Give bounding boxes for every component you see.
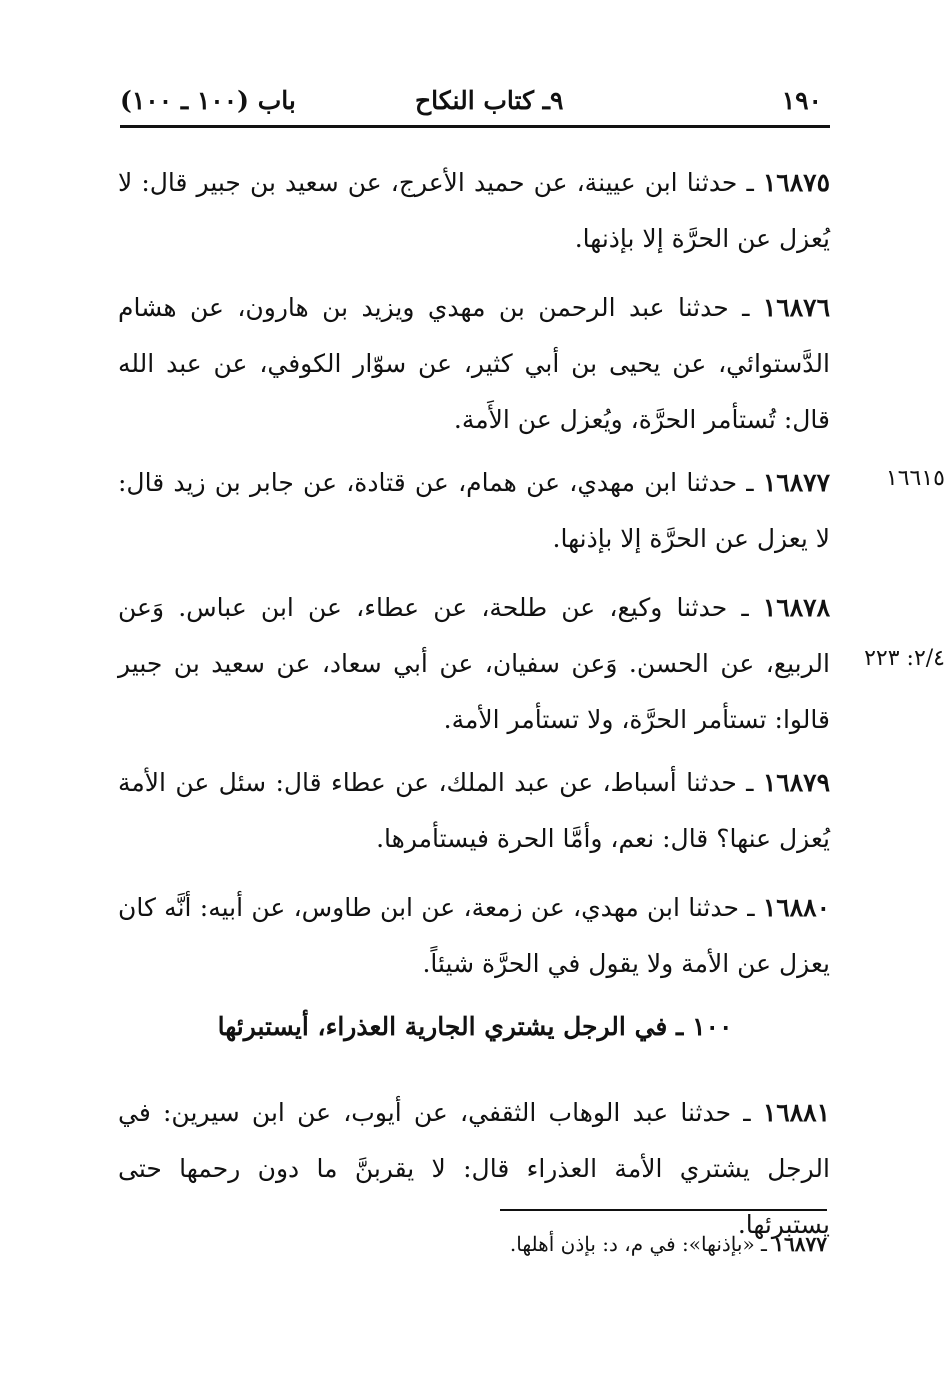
page-number: ١٩٠ <box>781 86 822 115</box>
margin-note-reference: ١٦٦١٥ <box>885 466 945 491</box>
entry-number: ١٦٨٧٧ <box>762 468 830 497</box>
footnote-rule <box>500 1209 827 1211</box>
entry-text: ـ حدثنا ابن عيينة، عن حميد الأعرج، عن سعيد بن جبير قال: لا يُعزل عن الحرَّة إلا بإذنها. <box>118 168 830 253</box>
entry-number: ١٦٨٨٠ <box>762 893 830 922</box>
entry-number: ١٦٨٨١ <box>762 1098 830 1127</box>
entry-number: ١٦٨٧٨ <box>762 593 831 622</box>
footnote-text: ـ «بإذنها»: في م، د: بإذن أهلها. <box>509 1232 767 1256</box>
chapter-range: باب (١٠٠ ـ ١٠٠) <box>120 86 296 115</box>
entry-text: ـ حدثنا عبد الوهاب الثقفي، عن أيوب، عن ابن سيرين: في الرجل يشتري الأمة العذراء قال: لا يقربنَّ ما دون رحمها حتى يستبرئها. <box>118 1098 830 1239</box>
entry-number: ١٦٨٧٥ <box>762 168 830 197</box>
entry-text: ـ حدثنا عبد الرحمن بن مهدي ويزيد بن هارون، عن هشام الدَّستوائي، عن يحيى بن أبي كثير، عن سوّار الكوفي، عن عبد الله قال: تُستأمر الحرَّة، ويُعزل عن الأَمة. <box>118 293 830 434</box>
entry-number: ١٦٨٧٦ <box>762 293 830 322</box>
hadith-entry-16879 <box>118 755 830 867</box>
page-header <box>120 86 830 126</box>
hadith-entry-16876 <box>118 280 830 448</box>
hadith-entry-16878 <box>118 580 830 748</box>
hadith-entry-16880 <box>118 880 830 992</box>
entry-text: ـ حدثنا ابن مهدي، عن زمعة، عن ابن طاوس، عن أبيه: أنَّه كان يعزل عن الأمة ولا يقول في الحرَّة شيئاً. <box>118 893 830 978</box>
entry-text: ـ حدثنا أسباط، عن عبد الملك، عن عطاء قال: سئل عن الأمة يُعزل عنها؟ قال: نعم، وأمَّا الحرة فيستأمرها. <box>118 768 830 853</box>
hadith-entry-16875 <box>118 155 830 267</box>
footnote <box>300 1232 827 1256</box>
book-title: ٩ـ كتاب النكاح <box>415 86 564 115</box>
entry-number: ١٦٨٧٩ <box>762 768 830 797</box>
section-title: ١٠٠ ـ في الرجل يشتري الجارية العذراء، أيستبرئها <box>217 1012 733 1041</box>
header-rule <box>120 125 830 128</box>
margin-note-reference: ٢/٤: ٢٢٣ <box>864 646 945 671</box>
hadith-entry-16881 <box>118 1085 830 1253</box>
entry-text: ـ حدثنا وكيع، عن طلحة، عن عطاء، عن ابن عباس. وَعن الربيع، عن الحسن. وَعن سفيان، عن أبي سعاد، عن سعيد بن جبير قالوا: تستأمر الحرَّة، ولا تستأمر الأمة. <box>118 593 830 734</box>
hadith-entry-16877 <box>118 455 830 567</box>
footnote-number: ١٦٨٧٧ <box>773 1232 827 1256</box>
entry-text: ـ حدثنا ابن مهدي، عن همام، عن قتادة، عن جابر بن زيد قال: لا يعزل عن الحرَّة إلا بإذنها. <box>118 468 830 553</box>
